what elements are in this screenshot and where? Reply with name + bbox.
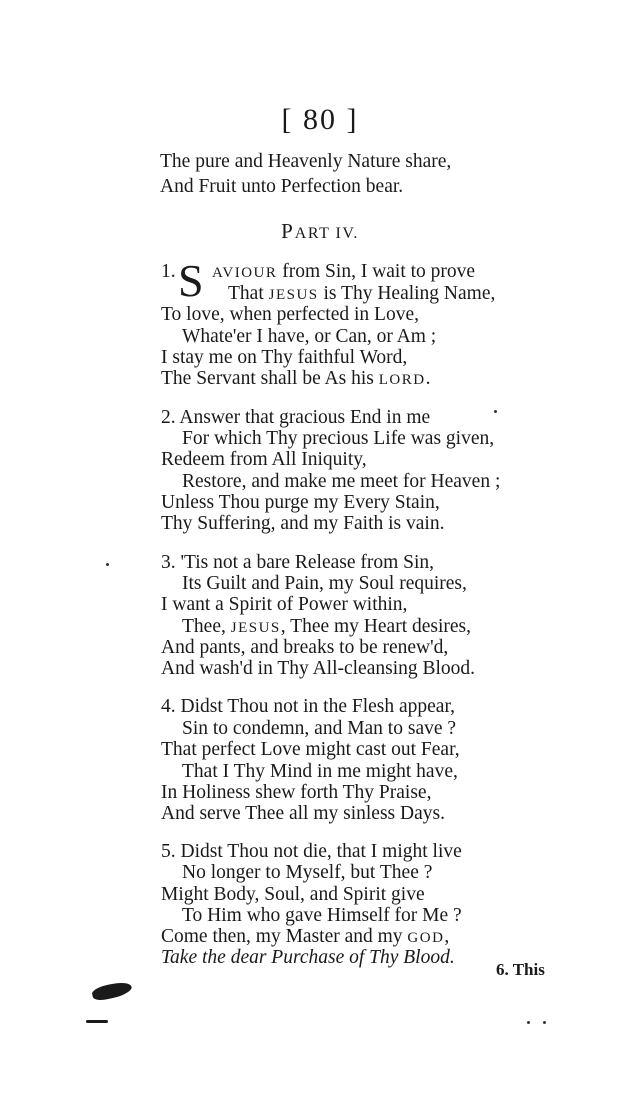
stanza1-line-5: I stay me on Thy faithful Word, [161, 347, 408, 368]
drop-cap-s: S [178, 255, 204, 306]
stanza5-line-6: Take the dear Purchase of Thy Blood. [161, 947, 455, 968]
stanza5-line-5-a: Come then, my Master and my [161, 926, 408, 947]
stanza3-line-4-a: Thee, [182, 616, 231, 637]
part-heading [0, 219, 640, 244]
stanza1-line-2 [228, 284, 495, 304]
stanza3-line-1: 3. 'Tis not a bare Release from Sin, [161, 552, 435, 573]
margin-dot-mark [527, 1021, 530, 1024]
stanza5-line-3: Might Body, Soul, and Spirit give [161, 884, 425, 905]
stanza1-number: 1. [161, 261, 176, 282]
stanza3-line-4-name: JESUS [230, 620, 281, 636]
stanza2-line-4: Restore, and make me meet for Heaven ; [182, 471, 501, 492]
part-heading-rest: ART IV. [294, 225, 359, 242]
stanza1-line-6-b: . [425, 368, 431, 389]
intro-line-2: And Fruit unto Perfection bear. [160, 176, 404, 197]
stanza2-line-2: For which Thy precious Life was given, [182, 428, 495, 449]
stanza1-line-4: Whate'er I have, or Can, or Am ; [182, 326, 437, 347]
stanza5-line-5-name: GOD [407, 930, 445, 946]
margin-dot-mark [543, 1021, 546, 1024]
part-heading-initial: P [281, 219, 295, 243]
stanza1-line-3: To love, when perfected in Love, [161, 304, 419, 325]
stanza4-line-5: In Holiness shew forth Thy Praise, [161, 782, 432, 803]
margin-dot-mark [106, 563, 109, 566]
stanza3-line-5: And pants, and breaks to be renew'd, [161, 637, 449, 658]
stanza1-line-1 [212, 262, 475, 282]
page-number: [ 80 ] [281, 103, 359, 136]
stanza3-line-4-b: , Thee my Heart desires, [280, 616, 472, 637]
stanza3-line-3: I want a Spirit of Power within, [161, 594, 408, 615]
stanza3-line-2: Its Guilt and Pain, my Soul requires, [182, 573, 467, 594]
stanza4-line-3: That perfect Love might cast out Fear, [161, 739, 460, 760]
stanza4-line-4: That I Thy Mind in me might have, [182, 761, 458, 782]
stanza1-line-6 [161, 369, 430, 389]
catchword: 6. This [496, 960, 545, 979]
stanza5-line-5-b: , [444, 926, 450, 947]
stanza5-line-2: No longer to Myself, but Thee ? [182, 862, 433, 883]
stanza3-line-6: And wash'd in Thy All-cleansing Blood. [161, 658, 476, 679]
stanza4-line-1: 4. Didst Thou not in the Flesh appear, [161, 696, 456, 717]
margin-dot-mark [494, 410, 497, 413]
stanza2-line-5: Unless Thou purge my Every Stain, [161, 492, 440, 513]
stanza5-line-5 [161, 927, 449, 947]
stanza2-line-1: 2. Answer that gracious End in me [161, 407, 431, 428]
stanza5-line-1: 5. Didst Thou not die, that I might live [161, 841, 462, 862]
intro-line-1: The pure and Heavenly Nature share, [160, 151, 452, 172]
stanza1-line-2-b: is Thy Healing Name, [318, 283, 496, 304]
stanza2-line-3: Redeem from All Iniquity, [161, 449, 367, 470]
stanza1-line-6-a: The Servant shall be As his [161, 368, 379, 389]
stanza1-line-6-name: LORD [378, 372, 426, 388]
ink-blot-mark [91, 979, 133, 1002]
stanza1-line-1-smallcaps: AVIOUR [212, 265, 278, 281]
stanza1-line-2-a: That [228, 283, 269, 304]
stanza2-line-6: Thy Suffering, and my Faith is vain. [161, 513, 445, 534]
stanza3-line-4 [182, 617, 471, 637]
ink-smudge-mark [86, 1020, 108, 1023]
stanza1-line-2-name: JESUS [268, 287, 319, 303]
stanza1-line-1-text: from Sin, I wait to prove [277, 261, 476, 282]
stanza4-line-6: And serve Thee all my sinless Days. [161, 803, 445, 824]
stanza4-line-2: Sin to condemn, and Man to save ? [182, 718, 457, 739]
stanza5-line-4: To Him who gave Himself for Me ? [182, 905, 462, 926]
